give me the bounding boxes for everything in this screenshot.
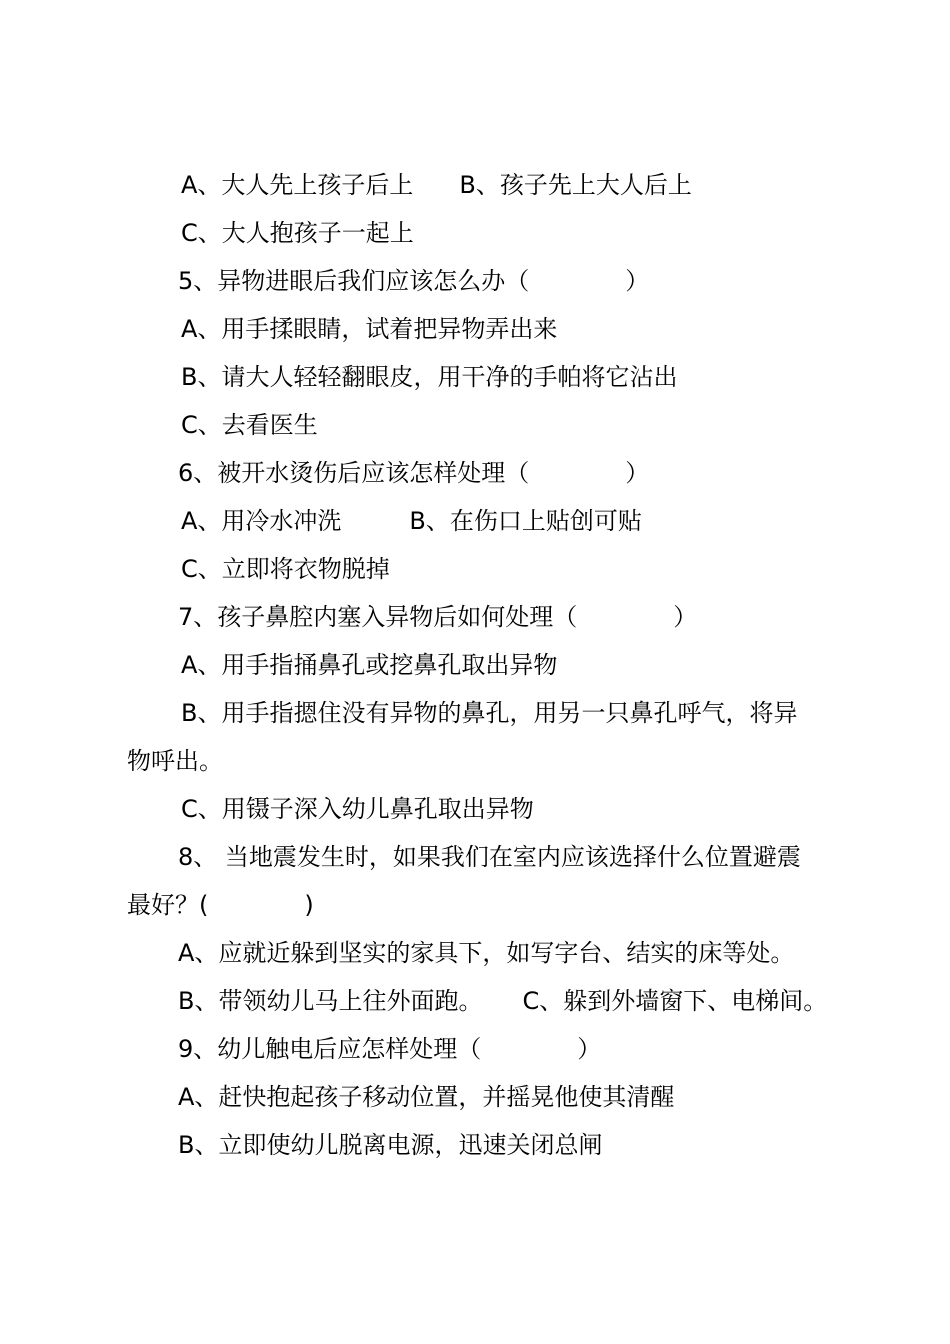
option-c: C、大人抱孩子一起上 [181,219,414,247]
question-6-option-a: A、用冷水冲洗 [181,507,342,535]
question-9: 9、幼儿触电后应怎样处理（ ） [178,1035,602,1063]
question-8-option-b: B、带领幼儿马上往外面跑。 [178,987,483,1015]
question-8-option-c: C、躲到外墙窗下、电梯间。 [522,987,828,1015]
question-7-option-a: A、用手指捅鼻孔或挖鼻孔取出异物 [181,651,558,679]
question-5: 5、异物进眼后我们应该怎么办（ ） [178,267,650,295]
question-6-options-ab [181,506,642,536]
question-5-option-b: B、请大人轻轻翻眼皮，用干净的手帕将它沾出 [181,363,678,391]
option-row [181,170,692,200]
question-7-option-b-line1: B、用手指摁住没有异物的鼻孔，用另一只鼻孔呼气，将异 [181,699,798,727]
question-8-line2: 最好？( ) [127,891,314,919]
question-9-option-b: B、立即使幼儿脱离电源，迅速关闭总闸 [178,1131,603,1159]
question-8-line1: 8、 当地震发生时，如果我们在室内应该选择什么位置避震 [178,843,801,871]
question-8-options-bc [178,986,827,1016]
question-7-option-b-line2: 物呼出。 [127,747,223,775]
question-5-option-a: A、用手揉眼睛，试着把异物弄出来 [181,315,558,343]
question-6-option-b: B、在伤口上贴创可贴 [409,507,642,535]
question-6-option-c: C、立即将衣物脱掉 [181,555,390,583]
question-5-option-c: C、去看医生 [181,411,318,439]
question-7: 7、孩子鼻腔内塞入异物后如何处理（ ） [178,603,698,631]
question-9-option-a: A、赶快抱起孩子移动位置，并摇晃他使其清醒 [178,1083,675,1111]
option-b: B、孩子先上大人后上 [459,171,692,199]
question-7-option-c: C、用镊子深入幼儿鼻孔取出异物 [181,795,534,823]
option-a: A、大人先上孩子后上 [181,171,414,199]
question-8-option-a: A、应就近躲到坚实的家具下，如写字台、结实的床等处。 [178,939,795,967]
question-6: 6、被开水烫伤后应该怎样处理（ ） [178,459,650,487]
